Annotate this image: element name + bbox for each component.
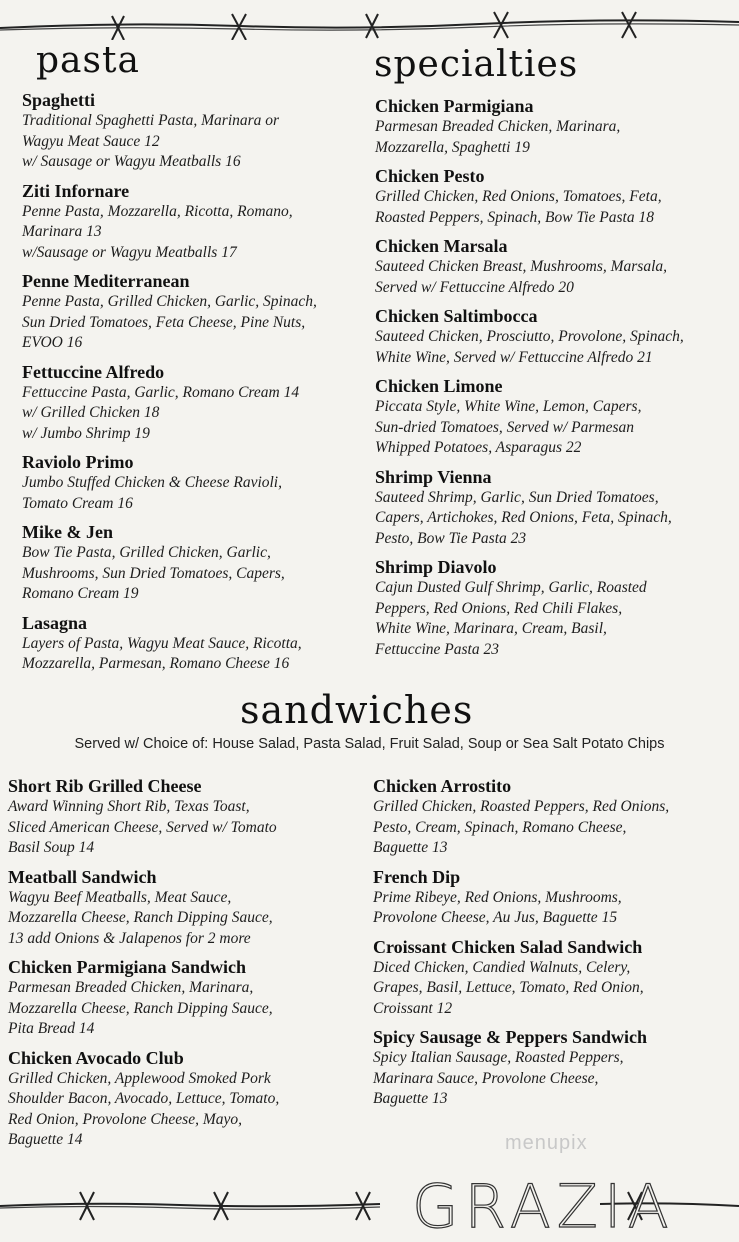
menu-item-name: Spicy Sausage & Peppers Sandwich xyxy=(373,1027,648,1047)
menu-item-description: Marinara 13 xyxy=(22,223,102,240)
menu-item-name: Chicken Marsala xyxy=(375,236,508,256)
menu-item-description: Wagyu Meat Sauce 12 xyxy=(22,132,160,150)
menu-item-description: Basil Soup 14 xyxy=(8,839,95,856)
sandwich-item xyxy=(8,1048,358,1151)
menu-item-description: Layers of Pasta, Wagyu Meat Sauce, Ricotta, xyxy=(22,634,302,652)
menu-item-description: White Wine, Marinara, Cream, Basil, xyxy=(375,620,607,637)
menu-item-name: Chicken Arrostito xyxy=(373,776,512,796)
pasta-item xyxy=(22,90,362,173)
menu-item-description: Grilled Chicken, Roasted Peppers, Red Onions, xyxy=(373,798,670,815)
menu-item-description: Marinara Sauce, Provolone Cheese, xyxy=(373,1069,599,1087)
menu-item-name: French Dip xyxy=(373,866,461,887)
menu-item-name: Mike & Jen xyxy=(22,522,113,542)
menu-item-description: Sauteed Shrimp, Garlic, Sun Dried Tomatoes, xyxy=(375,488,659,506)
specialty-item xyxy=(375,557,735,660)
menu-item-description: Bow Tie Pasta, Grilled Chicken, Garlic, xyxy=(22,544,271,561)
sandwiches-title: sandwiches xyxy=(240,688,474,732)
menu-item-description: Award Winning Short Rib, Texas Toast, xyxy=(8,798,250,815)
menu-item-name: Chicken Avocado Club xyxy=(8,1047,184,1068)
menu-item-description: 13 add Onions & Jalapenos for 2 more xyxy=(8,929,251,947)
menu-item-name: Spaghetti xyxy=(22,90,96,110)
menu-item-name: Chicken Saltimbocca xyxy=(375,306,538,326)
sandwich-item xyxy=(373,1027,735,1110)
pasta-title: pasta xyxy=(36,40,140,81)
menu-item-description: Baguette 13 xyxy=(373,839,448,856)
menu-item-description: Sauteed Chicken Breast, Mushrooms, Marsala, xyxy=(375,258,668,275)
menu-item-description: Wagyu Beef Meatballs, Meat Sauce, xyxy=(8,888,232,906)
menu-item-name: Short Rib Grilled Cheese xyxy=(8,776,202,796)
menu-item-description: w/Sausage or Wagyu Meatballs 17 xyxy=(22,243,237,261)
menu-item-description: Mozzarella Cheese, Ranch Dipping Sauce, xyxy=(8,909,273,926)
menu-item-description: Penne Pasta, Grilled Chicken, Garlic, Spinach, xyxy=(22,293,317,310)
sandwich-item xyxy=(373,937,735,1020)
menu-item-description: Piccata Style, White Wine, Lemon, Capers, xyxy=(375,398,642,415)
specialty-item xyxy=(375,306,735,368)
menu-item-description: Peppers, Red Onions, Red Chili Flakes, xyxy=(375,599,623,617)
menu-item-description: Parmesan Breaded Chicken, Marinara, xyxy=(375,118,621,135)
sandwiches-served-note: Served w/ Choice of: House Salad, Pasta Salad, Fruit Salad, Soup or Sea Salt Potato Chips xyxy=(74,736,665,752)
menu-item-name: Penne Mediterranean xyxy=(22,271,190,291)
menu-item-description: Roasted Peppers, Spinach, Bow Tie Pasta 18 xyxy=(375,208,654,226)
menu-item-description: Mozzarella, Spaghetti 19 xyxy=(375,138,530,156)
menu-item-name: Lasagna xyxy=(22,612,88,633)
pasta-item xyxy=(22,362,362,445)
menu-item-name: Chicken Limone xyxy=(375,376,503,396)
menu-item-name: Shrimp Vienna xyxy=(375,466,492,487)
pasta-item xyxy=(22,452,362,514)
menu-item-name: Shrimp Diavolo xyxy=(375,557,497,577)
menu-item-description: Capers, Artichokes, Red Onions, Feta, Spinach, xyxy=(375,509,672,526)
specialty-item xyxy=(375,166,735,228)
menu-item-description: Fettuccine Pasta 23 xyxy=(375,640,499,658)
menu-item-description: Pesto, Bow Tie Pasta 23 xyxy=(375,529,527,547)
specialties-list xyxy=(375,96,735,668)
menu-item-name: Croissant Chicken Salad Sandwich xyxy=(373,936,643,957)
barbed-wire-top-icon xyxy=(0,0,739,40)
menu-item-description: Traditional Spaghetti Pasta, Marinara or xyxy=(22,112,280,129)
menu-item-description: Sun-dried Tomatoes, Served w/ Parmesan xyxy=(375,418,635,436)
menu-item-name: Meatball Sandwich xyxy=(8,866,157,887)
menu-item-name: Chicken Pesto xyxy=(375,166,485,186)
sandwich-item xyxy=(8,776,358,859)
sandwich-item xyxy=(373,867,735,929)
menu-item-description: Mozzarella, Parmesan, Romano Cheese 16 xyxy=(22,655,290,672)
pasta-item xyxy=(22,522,362,605)
menu-item-description: Jumbo Stuffed Chicken & Cheese Ravioli, xyxy=(22,474,282,491)
menu-item-description: Spicy Italian Sausage, Roasted Peppers, xyxy=(373,1049,624,1066)
menu-item-description: EVOO 16 xyxy=(22,334,83,351)
menu-item-description: Penne Pasta, Mozzarella, Ricotta, Romano, xyxy=(22,202,293,220)
menu-item-description: Sun Dried Tomatoes, Feta Cheese, Pine Nuts, xyxy=(22,313,306,331)
specialty-item xyxy=(375,467,735,550)
sandwich-item xyxy=(8,957,358,1040)
menu-item-name: Chicken Parmigiana Sandwich xyxy=(8,957,247,977)
menu-item-description: Prime Ribeye, Red Onions, Mushrooms, xyxy=(373,888,622,906)
menu-item-description: Shoulder Bacon, Avocado, Lettuce, Tomato, xyxy=(8,1090,280,1107)
menu-item-description: Croissant 12 xyxy=(373,999,453,1017)
menu-item-description: Provolone Cheese, Au Jus, Baguette 15 xyxy=(373,909,618,926)
menu-item-description: Mozzarella Cheese, Ranch Dipping Sauce, xyxy=(8,999,273,1017)
specialties-title: specialties xyxy=(374,44,579,85)
menupix-watermark: menupix xyxy=(505,1132,588,1154)
menu-item-description: Grilled Chicken, Applewood Smoked Pork xyxy=(8,1069,271,1087)
menu-item-description: Grilled Chicken, Red Onions, Tomatoes, Feta, xyxy=(375,188,662,205)
menu-item-description: Mushrooms, Sun Dried Tomatoes, Capers, xyxy=(22,564,285,582)
menu-item-description: w/ Grilled Chicken 18 xyxy=(22,404,160,421)
menu-item-name: Chicken Parmigiana xyxy=(375,96,534,116)
menu-item-name: Fettuccine Alfredo xyxy=(22,361,165,382)
specialty-item xyxy=(375,376,735,459)
menu-item-description: Pita Bread 14 xyxy=(8,1020,95,1037)
menu-item-description: Parmesan Breaded Chicken, Marinara, xyxy=(8,979,254,996)
menu-item-description: Romano Cream 19 xyxy=(22,585,139,602)
pasta-list xyxy=(22,90,362,683)
menu-item-description: Sauteed Chicken, Prosciutto, Provolone, Spinach, xyxy=(375,328,684,345)
grazia-brand-logo: GRAZIA xyxy=(412,1172,675,1242)
sandwiches-right-list xyxy=(373,776,735,1118)
sandwich-item xyxy=(8,867,358,950)
menu-item-description: White Wine, Served w/ Fettuccine Alfredo 21 xyxy=(375,348,653,366)
specialty-item xyxy=(375,96,735,158)
menu-item-description: Served w/ Fettuccine Alfredo 20 xyxy=(375,278,574,296)
menu-item-description: Pesto, Cream, Spinach, Romano Cheese, xyxy=(373,818,627,836)
pasta-item xyxy=(22,271,362,354)
menu-item-description: Tomato Cream 16 xyxy=(22,494,133,512)
menu-item-description: Cajun Dusted Gulf Shrimp, Garlic, Roasted xyxy=(375,579,647,596)
sandwich-item xyxy=(373,776,735,859)
menu-item-description: Grapes, Basil, Lettuce, Tomato, Red Onion, xyxy=(373,979,644,996)
menu-item-description: Whipped Potatoes, Asparagus 22 xyxy=(375,439,582,456)
pasta-item xyxy=(22,613,362,675)
menu-item-name: Raviolo Primo xyxy=(22,452,134,472)
menu-item-name: Ziti Infornare xyxy=(22,180,130,201)
sandwiches-left-list xyxy=(8,776,358,1159)
menu-item-description: Fettuccine Pasta, Garlic, Romano Cream 14 xyxy=(22,383,300,401)
menu-item-description: Diced Chicken, Candied Walnuts, Celery, xyxy=(373,958,631,976)
menu-item-description: w/ Sausage or Wagyu Meatballs 16 xyxy=(22,153,241,170)
menu-item-description: Sliced American Cheese, Served w/ Tomato xyxy=(8,818,277,836)
specialty-item xyxy=(375,236,735,298)
pasta-item xyxy=(22,181,362,264)
menu-item-description: Baguette 13 xyxy=(373,1090,448,1107)
menu-item-description: Red Onion, Provolone Cheese, Mayo, xyxy=(8,1110,243,1128)
menu-item-description: w/ Jumbo Shrimp 19 xyxy=(22,424,150,442)
menu-item-description: Baguette 14 xyxy=(8,1131,83,1148)
